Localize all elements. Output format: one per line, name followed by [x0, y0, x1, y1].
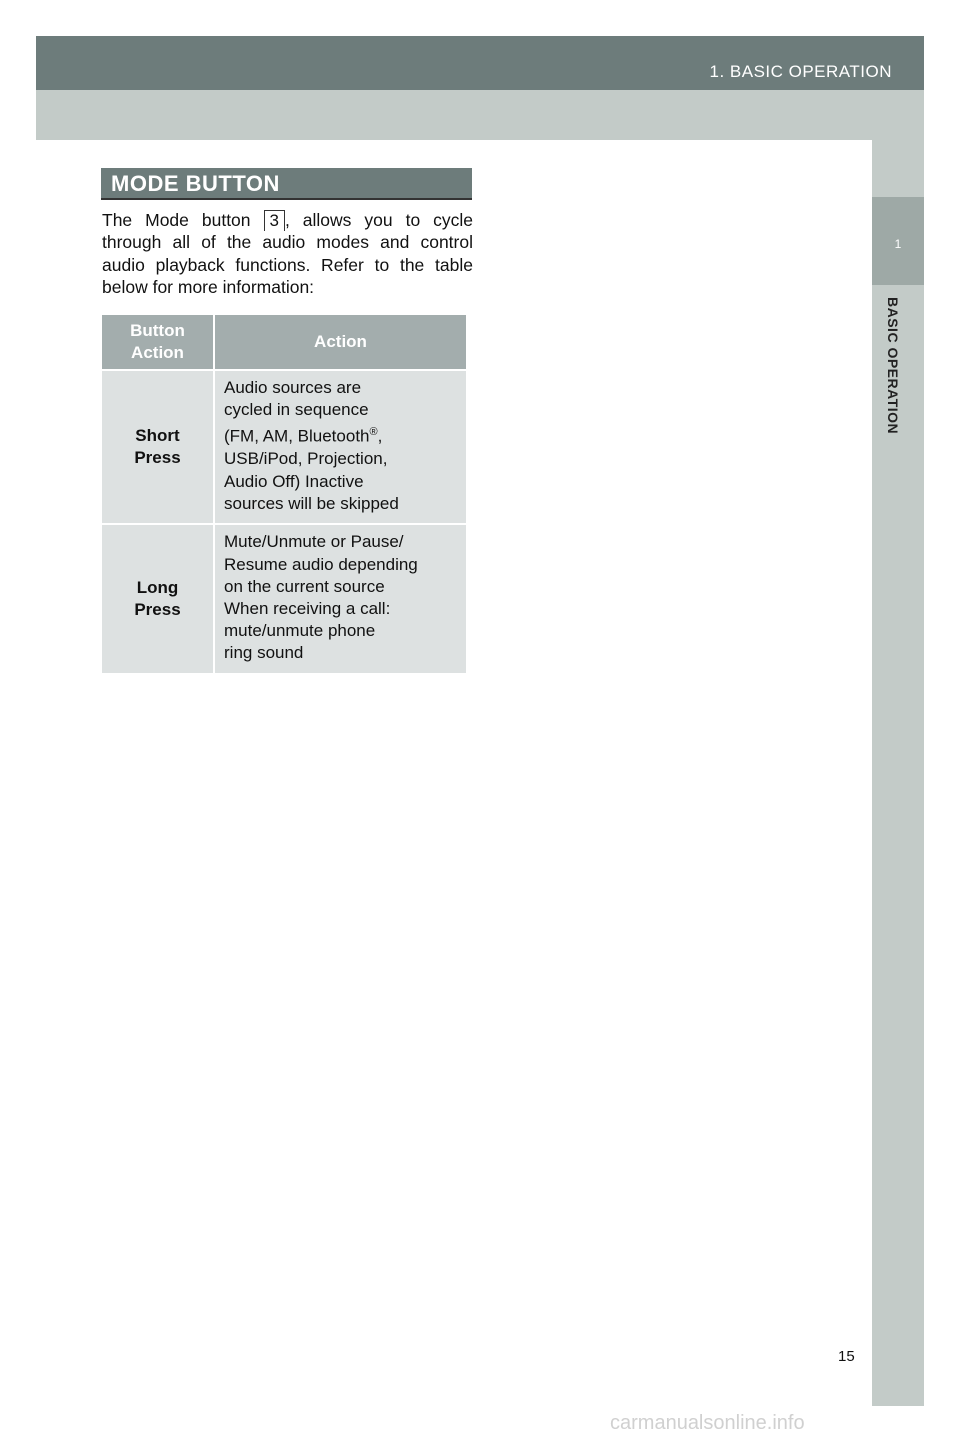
- header-button-action: Button Action: [102, 315, 214, 370]
- table-row: [102, 524, 466, 673]
- mode-button-table: [102, 315, 466, 673]
- watermark: carmanualsonline.info: [610, 1412, 805, 1434]
- table-header-row: [102, 315, 466, 370]
- registered-mark: ®: [369, 426, 378, 439]
- action-cell: [214, 524, 466, 673]
- press-type-cell: Long Press: [102, 524, 214, 673]
- button-reference: 3: [264, 210, 285, 231]
- intro-text-after: , allows you to cycle through all of the audio modes and control audio playback functions. Refer to the table below for more information:: [102, 210, 474, 297]
- section-heading: [101, 168, 472, 200]
- action-text: Audio sources are cycled in sequence (FM, AM, Bluetooth: [224, 378, 370, 447]
- action-cell: [214, 370, 466, 524]
- header-subbar: [36, 90, 924, 140]
- chapter-tab-number: 1: [894, 237, 902, 251]
- page-number: 15: [838, 1348, 855, 1365]
- press-type-cell: Short Press: [102, 370, 214, 524]
- header-action: Action: [214, 315, 466, 370]
- header-title: 1. BASIC OPERATION: [709, 62, 892, 81]
- intro-paragraph: [102, 209, 473, 298]
- table-row: [102, 370, 466, 524]
- intro-text-before: The Mode button: [102, 210, 264, 230]
- action-text: Mute/Unmute or Pause/ Resume audio depending on the current source When receiving a call: mute/unmute phone ring sound: [224, 532, 418, 663]
- action-text-rest: , USB/iPod, Projection, Audio Off) Inactive sources will be skipped: [224, 427, 399, 513]
- chapter-label: BASIC OPERATION: [885, 297, 901, 435]
- section-heading-text: MODE BUTTON: [111, 171, 280, 196]
